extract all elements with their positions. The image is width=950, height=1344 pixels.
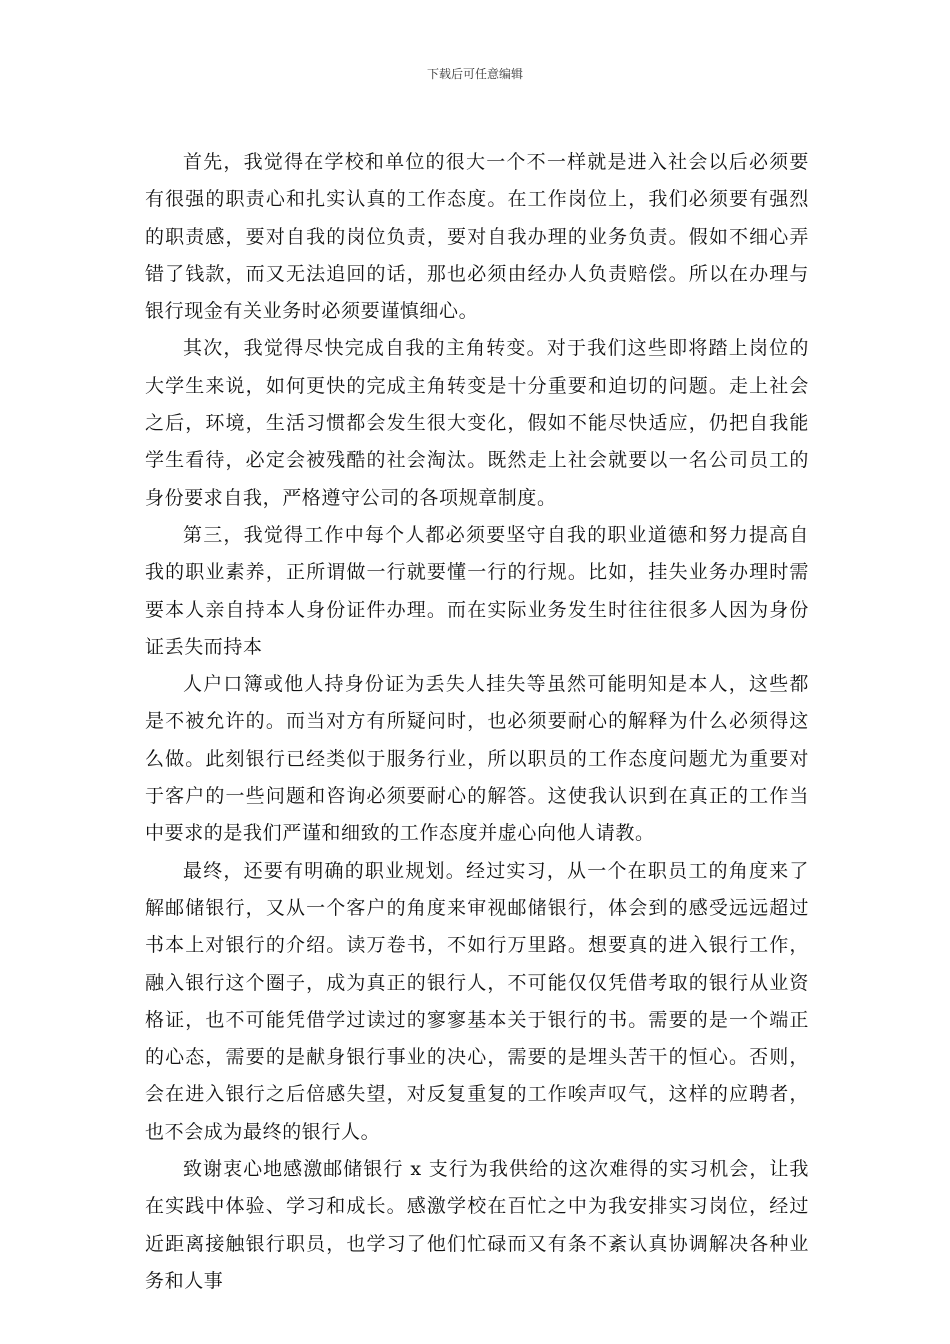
paragraph-acknowledgement: 致谢衷心地感激邮储银行 x 支行为我供给的这次难得的实习机会，让我在实践中体验、学习和成长。感激学校在百忙之中为我安排实习岗位，经过近距离接触银行职员，也学习了他们忙碌而又有条不紊认真协调解决各种业务和人事 <box>145 1158 809 1292</box>
paragraph-attitude: 人户口簿或他人持身份证为丢失人挂失等虽然可能明知是本人，这些都是不被允许的。而当对方有所疑问时，也必须要耐心的解释为什么必须得这么做。此刻银行已经类似于服务行业，所以职员的工作态度问题尤为重要对于客户的一些问题和咨询必须要耐心的解答。这使我认识到在真正的工作当中要求的是我们严谨和细致的工作态度并虚心向他人请教。 <box>145 673 809 845</box>
paragraph-professional-ethics: 第三，我觉得工作中每个人都必须要坚守自我的职业道德和努力提高自我的职业素养，正所谓做一行就要懂一行的行规。比如，挂失业务办理时需要本人亲自持本人身份证件办理。而在实际业务发生时往往很多人因为身份证丢失而持本 <box>145 523 809 658</box>
paragraph-career-plan: 最终，还要有明确的职业规划。经过实习，从一个在职员工的角度来了解邮储银行，又从一个客户的角度来审视邮储银行，体会到的感受远远超过书本上对银行的介绍。读万卷书，不如行万里路。想要真的进入银行工作，融入银行这个圈子，成为真正的银行人，不可能仅仅凭借考取的银行从业资格证，也不可能凭借学过读过的寥寥基本关于银行的书。需要的是一个端正的心态，需要的是献身银行事业的决心，需要的是埋头苦干的恒心。否则，会在进入银行之后倍感失望，对反复重复的工作唉声叹气，这样的应聘者，也不会成为最终的银行人。 <box>145 859 809 1143</box>
paragraph-responsibility: 首先，我觉得在学校和单位的很大一个不一样就是进入社会以后必须要有很强的职责心和扎实认真的工作态度。在工作岗位上，我们必须要有强烈的职责感，要对自我的岗位负责，要对自我办理的业务负责。假如不细心弄错了钱款，而又无法追回的话，那也必须由经办人负责赔偿。所以在办理与银行现金有关业务时必须要谨慎细心。 <box>145 151 809 323</box>
paragraph-role-change: 其次，我觉得尽快完成自我的主角转变。对于我们这些即将踏上岗位的大学生来说，如何更快的完成主角转变是十分重要和迫切的问题。走上社会之后，环境，生活习惯都会发生很大变化，假如不能尽快适应，仍把自我能学生看待，必定会被残酷的社会淘汰。既然走上社会就要以一名公司员工的身份要求自我，严格遵守公司的各项规章制度。 <box>145 337 809 509</box>
document-body <box>145 144 809 1300</box>
page-header: 下载后可任意编辑 <box>426 67 523 81</box>
